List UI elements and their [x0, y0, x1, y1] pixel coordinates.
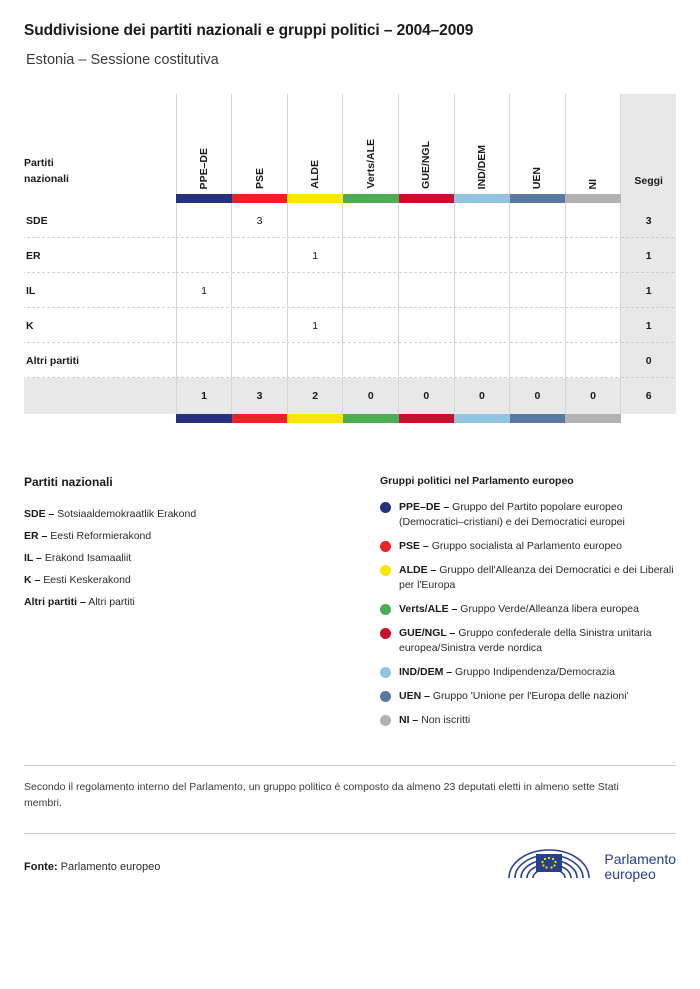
cell-value — [510, 273, 566, 308]
column-header-label: PSE — [253, 167, 266, 189]
group-abbr: Verts/ALE – — [399, 603, 458, 615]
cell-value — [454, 308, 510, 343]
distribution-table — [24, 94, 676, 423]
cell-value — [176, 238, 232, 273]
column-header-label: NI — [587, 178, 600, 189]
column-header-label: ALDE — [309, 160, 322, 189]
footer-colorbar — [24, 414, 676, 423]
cell-value — [232, 238, 288, 273]
row-seats-total: 1 — [621, 308, 676, 343]
column-header-alde — [287, 94, 343, 194]
list-item — [24, 525, 380, 547]
group-abbr: GUE/NGL – — [399, 627, 456, 639]
ep-logo — [503, 848, 676, 886]
cell-value — [343, 308, 399, 343]
group-color-dot-icon — [380, 715, 391, 726]
totals-cell: 1 — [176, 378, 232, 414]
column-header-uen — [510, 94, 566, 194]
group-name: Gruppo Verde/Alleanza libera europea — [460, 603, 639, 615]
page-title: Suddivisione dei partiti nazionali e gruppi politici – 2004–2009 — [24, 22, 474, 39]
totals-cell: 0 — [343, 378, 399, 414]
group-color-dot-icon — [380, 604, 391, 615]
national-party-name: Eesti Reformierakond — [50, 530, 152, 542]
cell-value: 1 — [287, 308, 343, 343]
legend — [24, 475, 676, 737]
footer-colorbar-pse — [232, 414, 288, 423]
totals-cell: 0 — [454, 378, 510, 414]
cell-value — [232, 308, 288, 343]
cell-value — [399, 308, 455, 343]
colorbar-pse — [232, 194, 288, 203]
footer-colorbar-spacer — [24, 414, 176, 423]
cell-value — [287, 203, 343, 238]
column-header-label: Verts/ALE — [364, 139, 377, 189]
totals-cell: 0 — [510, 378, 566, 414]
page-root — [0, 22, 700, 989]
national-party-name: Altri partiti — [88, 596, 135, 608]
row-party-label: ER — [24, 238, 176, 273]
totals-label — [24, 378, 176, 414]
footer-colorbar-alde — [287, 414, 343, 423]
group-legend-text — [399, 665, 615, 680]
column-header-verts-ale — [343, 94, 399, 194]
legend-national — [24, 475, 380, 737]
group-color-dot-icon — [380, 691, 391, 702]
ep-logo-text — [604, 852, 676, 882]
list-item — [24, 591, 380, 613]
cell-value — [176, 203, 232, 238]
list-item — [380, 539, 676, 554]
group-name: Gruppo Indipendenza/Democrazia — [455, 666, 615, 678]
column-header-label: PPE–DE — [198, 147, 210, 189]
group-abbr: IND/DEM – — [399, 666, 453, 678]
cell-value — [232, 343, 288, 378]
national-party-abbr: Altri partiti – — [24, 596, 86, 608]
legend-groups — [380, 475, 676, 737]
national-party-abbr: ER – — [24, 530, 48, 542]
cell-value — [565, 343, 621, 378]
table-row — [24, 343, 676, 378]
group-legend-text — [399, 689, 629, 704]
column-header-ppe-de — [176, 94, 232, 194]
cell-value — [399, 343, 455, 378]
table-row — [24, 308, 676, 343]
national-party-name: Sotsiaaldemokraatlik Erakond — [57, 508, 197, 520]
group-name: Gruppo dell'Alleanza dei Democratici e dei Liberali per l'Europa — [399, 564, 674, 591]
source-value: Parlamento europeo — [60, 861, 161, 873]
list-item — [24, 569, 380, 591]
cell-value — [565, 308, 621, 343]
table-totals-row — [24, 378, 676, 414]
colorbar-ppe-de — [176, 194, 232, 203]
footnote: Secondo il regolamento interno del Parlamento, un gruppo politico è composto da almeno 23 deputati eletti in almeno sette Stati membri. — [24, 781, 619, 809]
cell-value — [343, 238, 399, 273]
group-legend-text — [399, 602, 639, 617]
group-abbr: PPE–DE – — [399, 501, 450, 513]
table-row — [24, 273, 676, 308]
cell-value — [454, 343, 510, 378]
group-name: Gruppo del Partito popolare europeo (Democratici–cristiani) e dei Democratici europei — [399, 501, 625, 528]
cell-value — [343, 273, 399, 308]
cell-value — [399, 203, 455, 238]
column-header-label: IND/DEM — [475, 144, 488, 189]
list-item — [380, 500, 676, 530]
column-header-seats — [621, 94, 676, 194]
cell-value: 1 — [176, 273, 232, 308]
row-party-label: Altri partiti — [24, 343, 176, 378]
footer — [24, 848, 676, 886]
colorbar-alde — [287, 194, 343, 203]
cell-value — [510, 238, 566, 273]
cell-value: 1 — [287, 238, 343, 273]
national-party-name: Eesti Keskerakond — [43, 574, 131, 586]
cell-value — [454, 273, 510, 308]
row-seats-total: 1 — [621, 273, 676, 308]
group-abbr: NI – — [399, 714, 419, 726]
totals-cell: 2 — [287, 378, 343, 414]
group-name: Gruppo socialista al Parlamento europeo — [431, 540, 622, 552]
footer-colorbar-gue-ngl — [399, 414, 455, 423]
list-item — [380, 665, 676, 680]
list-item — [380, 602, 676, 617]
colorbar-gue-ngl — [399, 194, 455, 203]
legend-national-title: Partiti nazionali — [24, 475, 113, 489]
list-item — [380, 626, 676, 656]
list-item — [380, 563, 676, 593]
totals-cell: 0 — [565, 378, 621, 414]
row-party-label: IL — [24, 273, 176, 308]
cell-value — [232, 273, 288, 308]
group-name: Non iscritti — [421, 714, 471, 726]
cell-value — [343, 343, 399, 378]
cell-value — [343, 203, 399, 238]
footer-colorbar-verts-ale — [343, 414, 399, 423]
row-party-label: K — [24, 308, 176, 343]
totals-cell: 3 — [232, 378, 288, 414]
table-corner-header — [24, 94, 176, 194]
colorbar-seats-spacer — [621, 194, 676, 203]
totals-seats: 6 — [621, 378, 676, 414]
cell-value — [399, 273, 455, 308]
cell-value: 3 — [232, 203, 288, 238]
list-item — [380, 689, 676, 704]
ep-logo-line1: Parlamento — [604, 851, 676, 867]
divider-top — [24, 765, 676, 766]
table-row — [24, 238, 676, 273]
colorbar-ni — [565, 194, 621, 203]
column-header-pse — [232, 94, 288, 194]
row-seats-total: 1 — [621, 238, 676, 273]
group-abbr: PSE – — [399, 540, 429, 552]
group-abbr: UEN – — [399, 690, 430, 702]
source-line — [24, 861, 160, 873]
group-name: Gruppo 'Unione per l'Europa delle nazioni' — [432, 690, 629, 702]
corner-label-line2: nazionali — [24, 173, 69, 185]
group-legend-text — [399, 500, 676, 530]
group-legend-text — [399, 626, 676, 656]
row-seats-total: 3 — [621, 203, 676, 238]
cell-value — [399, 238, 455, 273]
list-item — [24, 503, 380, 525]
legend-groups-title: Gruppi politici nel Parlamento europeo — [380, 475, 574, 487]
cell-value — [287, 273, 343, 308]
row-party-label: SDE — [24, 203, 176, 238]
table-row — [24, 203, 676, 238]
colorbar-verts-ale — [343, 194, 399, 203]
divider-bottom — [24, 833, 676, 834]
colorbar-ind-dem — [454, 194, 510, 203]
cell-value — [510, 308, 566, 343]
colorbar-uen — [510, 194, 566, 203]
cell-value — [287, 343, 343, 378]
colorbar-spacer — [24, 194, 176, 203]
cell-value — [176, 308, 232, 343]
cell-value — [510, 343, 566, 378]
footer-colorbar-ni — [565, 414, 621, 423]
cell-value — [565, 273, 621, 308]
ep-hemicycle-icon — [503, 848, 595, 886]
footer-colorbar-uen — [510, 414, 566, 423]
footer-colorbar-seats-spacer — [621, 414, 676, 423]
footer-colorbar-ind-dem — [454, 414, 510, 423]
totals-cell: 0 — [399, 378, 455, 414]
column-header-gue-ngl — [399, 94, 455, 194]
group-color-dot-icon — [380, 502, 391, 513]
source-label: Fonte: — [24, 861, 58, 873]
national-party-abbr: IL – — [24, 552, 42, 564]
group-color-dot-icon — [380, 565, 391, 576]
row-seats-total: 0 — [621, 343, 676, 378]
national-party-abbr: K – — [24, 574, 41, 586]
group-legend-text — [399, 713, 470, 728]
corner-label-line1: Partiti — [24, 157, 54, 169]
ep-logo-line2: europeo — [604, 866, 656, 882]
column-header-ind-dem — [454, 94, 510, 194]
column-header-ni — [565, 94, 621, 194]
list-item — [380, 713, 676, 728]
cell-value — [454, 203, 510, 238]
column-header-label: GUE/NGL — [420, 141, 433, 189]
page-subtitle: Estonia – Sessione costitutiva — [26, 52, 219, 68]
group-color-dot-icon — [380, 667, 391, 678]
group-color-dot-icon — [380, 628, 391, 639]
group-abbr: ALDE – — [399, 564, 437, 576]
group-color-dot-icon — [380, 541, 391, 552]
cell-value — [454, 238, 510, 273]
national-party-name: Erakond Isamaaliit — [44, 552, 132, 564]
cell-value — [510, 203, 566, 238]
group-legend-text — [399, 563, 676, 593]
cell-value — [176, 343, 232, 378]
group-name: Gruppo confederale della Sinistra unitaria europea/Sinistra verde nordica — [399, 627, 652, 654]
cell-value — [565, 203, 621, 238]
group-legend-text — [399, 539, 622, 554]
column-header-label: UEN — [531, 166, 544, 189]
list-item — [24, 547, 380, 569]
cell-value — [565, 238, 621, 273]
column-header-seats-label: Seggi — [634, 175, 663, 187]
footer-colorbar-ppe-de — [176, 414, 232, 423]
national-party-abbr: SDE – — [24, 508, 55, 520]
